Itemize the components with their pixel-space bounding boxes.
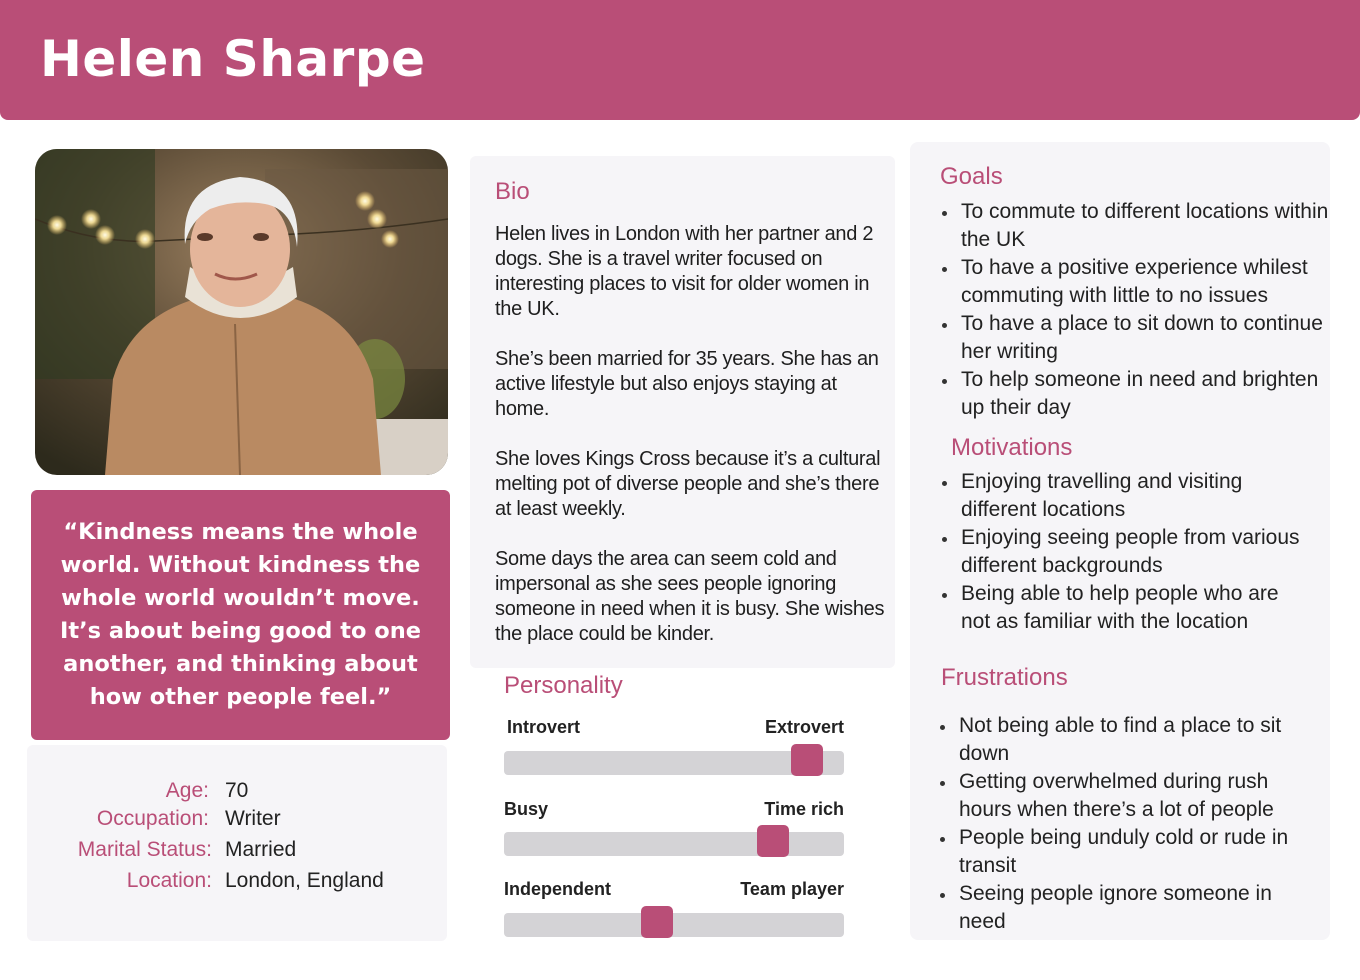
- trait-slider-thumb[interactable]: [757, 825, 789, 857]
- persona-photo: [35, 149, 448, 475]
- frustrations-list: [938, 712, 1293, 936]
- detail-age-row: [27, 779, 447, 807]
- list-item: To have a place to sit down to continue her writing: [940, 310, 1335, 366]
- trait-slider-track: [504, 832, 844, 856]
- details-card: [27, 745, 447, 941]
- list-item: Seeing people ignore someone in need: [938, 880, 1293, 936]
- trait-right-label: Time rich: [764, 799, 844, 819]
- detail-label: Location:: [126, 869, 212, 892]
- detail-occupation-row: [27, 807, 447, 835]
- detail-value: 70: [225, 779, 249, 802]
- frustrations-title: Frustrations: [941, 664, 1068, 691]
- list-item: Being able to help people who are not as familiar with the location: [940, 580, 1310, 636]
- bio-paragraph: Some days the area can seem cold and impersonal as she sees people ignoring someone in need when it is busy. She wishes the place could be kinder.: [495, 548, 885, 645]
- motivations-title: Motivations: [951, 434, 1073, 461]
- trait-slider-thumb[interactable]: [641, 906, 673, 938]
- list-item: Enjoying seeing people from various different backgrounds: [940, 524, 1310, 580]
- trait-busy-timerich: [504, 799, 844, 821]
- goals-list: [940, 198, 1335, 422]
- trait-slider-thumb[interactable]: [791, 744, 823, 776]
- bio-paragraph: Helen lives in London with her partner and 2 dogs. She is a travel writer focused on interesting places to visit for older women in the UK.: [495, 223, 874, 320]
- list-item: People being unduly cold or rude in transit: [938, 824, 1293, 880]
- personality-title: Personality: [504, 672, 623, 699]
- trait-left-label: Independent: [504, 879, 611, 899]
- list-item: To help someone in need and brighten up their day: [940, 366, 1335, 422]
- list-item: Enjoying travelling and visiting different locations: [940, 468, 1310, 524]
- detail-value: London, England: [225, 869, 384, 892]
- persona-name: Helen Sharpe: [40, 30, 426, 88]
- detail-value: Married: [225, 838, 297, 861]
- trait-right-label: Team player: [740, 879, 844, 899]
- list-item: To have a positive experience whilest commuting with little to no issues: [940, 254, 1335, 310]
- detail-marital-status-row: [27, 838, 447, 866]
- persona-quote: “Kindness means the whole world. Without kindness the whole world wouldn’t move. It’s about being good to one another, and thinking about how other people feel.”: [59, 519, 422, 710]
- detail-value: Writer: [225, 807, 281, 830]
- header-banner: [0, 0, 1360, 120]
- list-item: Getting overwhelmed during rush hours when there’s a lot of people: [938, 768, 1293, 824]
- trait-right-label: Extrovert: [764, 717, 844, 737]
- detail-label: Marital Status:: [77, 838, 212, 861]
- bio-text: [495, 222, 885, 672]
- bio-card: [470, 156, 895, 668]
- detail-label: Age:: [165, 779, 209, 802]
- goals-title: Goals: [940, 163, 1003, 190]
- quote-card: [31, 490, 450, 740]
- trait-left-label: Busy: [504, 799, 549, 819]
- trait-introvert-extrovert: [504, 717, 844, 739]
- detail-label: Occupation:: [96, 807, 209, 830]
- trait-slider-track: [504, 913, 844, 937]
- bio-paragraph: She’s been married for 35 years. She has an active lifestyle but also enjoys staying at home.: [495, 348, 879, 420]
- bio-paragraph: She loves Kings Cross because it’s a cultural melting pot of diverse people and she’s there at least weekly.: [495, 448, 881, 520]
- goals-motivations-frustrations-card: [910, 142, 1330, 940]
- bio-title: Bio: [495, 178, 530, 205]
- motivations-list: [940, 468, 1310, 636]
- trait-left-label: Introvert: [507, 717, 581, 737]
- list-item: To commute to different locations within the UK: [940, 198, 1335, 254]
- trait-independent-teamplayer: [504, 879, 844, 901]
- detail-location-row: [27, 869, 447, 897]
- list-item: Not being able to find a place to sit down: [938, 712, 1293, 768]
- trait-slider-track: [504, 751, 844, 775]
